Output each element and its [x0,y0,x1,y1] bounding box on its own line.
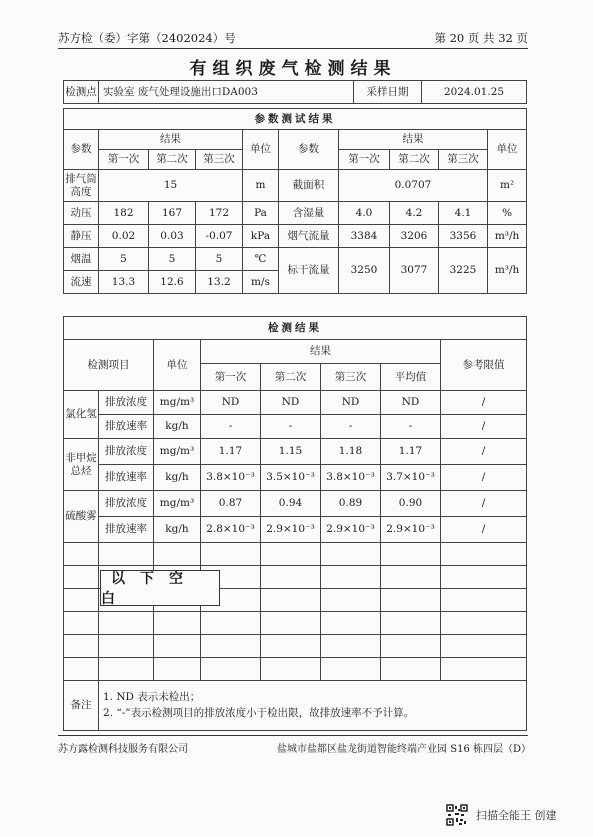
metric-unit: kg/h [154,415,201,439]
results-section-title: 检测结果 [64,317,527,340]
param-name: 流速 [64,271,99,294]
param-name-right: 含湿量 [279,202,339,225]
second-header: 第二次 [149,150,196,170]
second-header: 第二次 [261,364,321,391]
result-value: 0.87 [201,491,261,517]
note-line: 1. ND 表示未检出； [103,690,201,703]
result-value: 3.8×10⁻³ [321,465,381,491]
limit-value: / [441,491,527,517]
result-value: 2.9×10⁻³ [261,517,321,543]
result-value: 1.17 [381,439,441,465]
param-name-right: 标干流量 [279,248,339,294]
third-header-right: 第三次 [439,150,488,170]
param-col-header: 参数 [64,130,99,170]
metric-unit: mg/m³ [154,491,201,517]
results-table [63,316,527,731]
metric-name: 排放浓度 [99,391,154,415]
param-value-right: 4.2 [390,202,439,225]
footer-rule [58,735,528,736]
metric-unit: mg/m³ [154,391,201,415]
param-col-header-right: 参数 [279,130,339,170]
first-header-right: 第一次 [339,150,390,170]
result-value: ND [201,391,261,415]
result-value: 3.8×10⁻³ [201,465,261,491]
empty-row [64,543,527,566]
empty-row [64,612,527,635]
first-header: 第一次 [99,150,149,170]
result-value: ND [381,391,441,415]
watermark-text: 扫描全能王 创建 [476,809,557,822]
param-value: 13.3 [99,271,149,294]
param-value-right: 3206 [390,225,439,248]
pollutant-name: 硫酸雾 [64,491,99,543]
param-unit-right: m³/h [488,248,527,294]
param-value: 15 [99,170,243,202]
item-col-header: 检测项目 [64,340,154,391]
date-value: 2024.01.25 [422,81,527,104]
footer-company: 苏方露检测科技服务有限公司 [58,744,188,755]
result-value: 3.7×10⁻³ [381,465,441,491]
result-value: 2.9×10⁻³ [321,517,381,543]
param-value: 13.2 [196,271,243,294]
param-value: 5 [149,248,196,271]
param-name-right: 烟气流量 [279,225,339,248]
result-value: 2.8×10⁻³ [201,517,261,543]
metric-name: 排放速率 [99,465,154,491]
point-label: 检测点 [64,81,99,104]
empty-row [64,658,527,681]
param-unit: kPa [243,225,279,248]
param-unit-right: m² [488,170,527,202]
point-value: 实验室 废气处理设施出口DA003 [99,81,354,104]
result-value: 2.9×10⁻³ [381,517,441,543]
param-value: 12.6 [149,271,196,294]
unit-col-header-right: 单位 [488,130,527,170]
param-value: 0.03 [149,225,196,248]
footer-address: 盐城市盐都区盐龙街道智能终端产业园 S16 栋四层（D） [277,744,531,755]
result-value: 0.90 [381,491,441,517]
third-header: 第三次 [196,150,243,170]
result-value: - [201,415,261,439]
result-value: - [321,415,381,439]
params-section-title: 参数测试结果 [64,109,527,130]
limit-value: / [441,517,527,543]
limit-value: / [441,439,527,465]
result-col-header-right: 结果 [339,130,488,150]
param-value: -0.07 [196,225,243,248]
param-value: 167 [149,202,196,225]
metric-unit: kg/h [154,465,201,491]
limit-value: / [441,391,527,415]
param-name: 排气筒高度 [64,170,99,202]
second-header-right: 第二次 [390,150,439,170]
param-value-right: 3250 [339,248,390,294]
param-value: 0.02 [99,225,149,248]
param-name: 动压 [64,202,99,225]
scanner-watermark [446,804,557,826]
param-value-right: 0.0707 [339,170,488,202]
page-title: 有组织废气检测结果 [189,59,397,79]
date-label: 采样日期 [354,81,422,104]
result-col-header: 结果 [99,130,243,150]
metric-name: 排放浓度 [99,491,154,517]
param-unit-right: % [488,202,527,225]
empty-row [64,635,527,658]
note-line: 2. “-”表示检测项目的排放浓度小于检出限，故排放速率不予计算。 [103,706,415,719]
header-top [58,30,528,46]
result-value: - [381,415,441,439]
doc-number: 苏方检（委）字第（2402024）号 [58,31,236,45]
notes-content [99,681,527,731]
limit-value: / [441,465,527,491]
param-name: 静压 [64,225,99,248]
meta-table [63,80,527,104]
result-value: 1.15 [261,439,321,465]
metric-unit: kg/h [154,517,201,543]
blank-stamp: 以下空白 [100,570,220,606]
third-header: 第三次 [321,364,381,391]
param-name-right: 截面积 [279,170,339,202]
metric-name: 排放浓度 [99,439,154,465]
param-unit: Pa [243,202,279,225]
pollutant-name: 氯化氢 [64,391,99,439]
result-col-header: 结果 [201,340,441,364]
limit-value: / [441,415,527,439]
param-value: 5 [196,248,243,271]
qr-code-icon [446,804,468,826]
result-value: 3.5×10⁻³ [261,465,321,491]
result-value: 0.94 [261,491,321,517]
first-header: 第一次 [201,364,261,391]
param-value-right: 3225 [439,248,488,294]
pollutant-name: 非甲烷总烃 [64,439,99,491]
result-value: 1.17 [201,439,261,465]
page-info: 第 20 页 共 32 页 [434,31,528,45]
result-value: ND [321,391,381,415]
param-name: 烟温 [64,248,99,271]
unit-col-header: 单位 [154,340,201,391]
param-value-right: 4.0 [339,202,390,225]
param-value: 172 [196,202,243,225]
unit-col-header: 单位 [243,130,279,170]
metric-name: 排放速率 [99,415,154,439]
limit-col-header: 参考限值 [441,340,527,391]
param-value: 5 [99,248,149,271]
param-unit-right: m³/h [488,225,527,248]
param-value-right: 3384 [339,225,390,248]
notes-label: 备注 [64,681,99,731]
param-unit: m/s [243,271,279,294]
metric-unit: mg/m³ [154,439,201,465]
param-unit: ℃ [243,248,279,271]
params-table [63,108,527,294]
header-rule [58,48,528,49]
result-value: - [261,415,321,439]
param-value-right: 3077 [390,248,439,294]
param-value: 182 [99,202,149,225]
param-value-right: 3356 [439,225,488,248]
avg-header: 平均值 [381,364,441,391]
result-value: ND [261,391,321,415]
param-value-right: 4.1 [439,202,488,225]
metric-name: 排放速率 [99,517,154,543]
result-value: 0.89 [321,491,381,517]
param-unit: m [243,170,279,202]
result-value: 1.18 [321,439,381,465]
